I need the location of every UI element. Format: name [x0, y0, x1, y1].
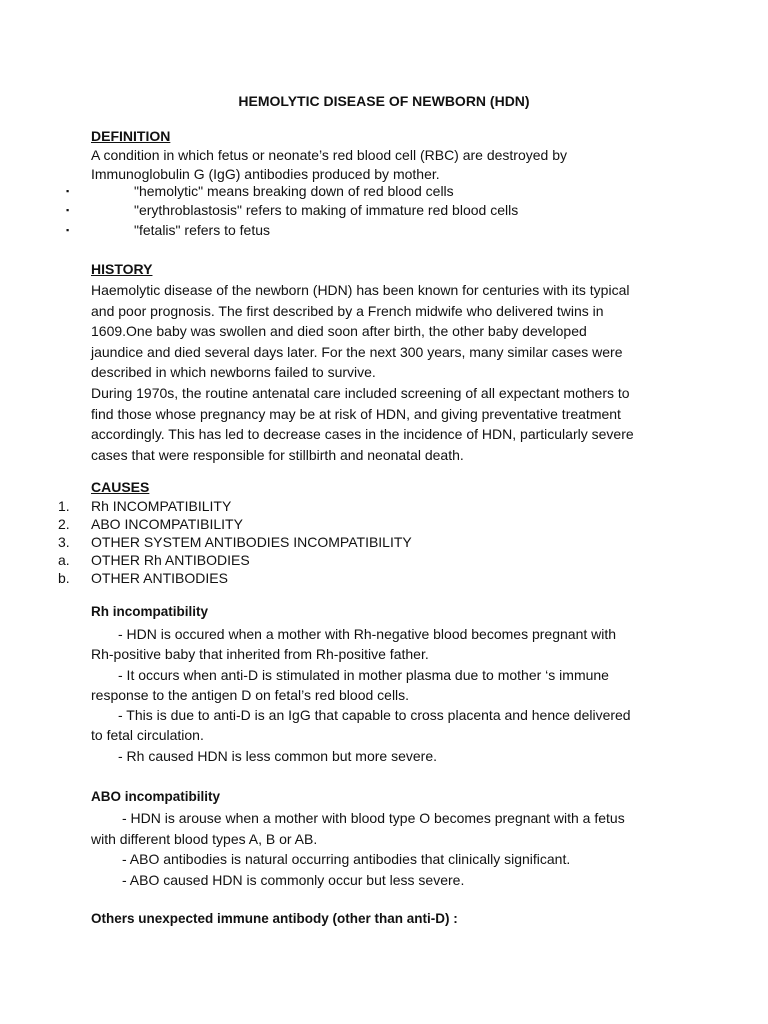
definition-heading: DEFINITION: [91, 128, 171, 144]
history-line: described in which newborns failed to survive.: [91, 364, 376, 381]
rh-text: [91, 624, 681, 766]
rh-line: Rh-positive baby that inherited from Rh-positive father.: [91, 646, 429, 663]
rh-line: response to the antigen D on fetal’s red blood cells.: [91, 686, 410, 703]
list-number: 1.: [58, 498, 70, 514]
rh-line: to fetal circulation.: [91, 727, 204, 744]
history-line: accordingly. This has led to decrease cases in the incidence of HDN, particularly severe: [91, 426, 634, 443]
rh-line: - Rh caused HDN is less common but more severe.: [118, 747, 437, 764]
rh-heading: Rh incompatibility: [91, 604, 209, 619]
list-number: 3.: [58, 533, 70, 550]
abo-line: - ABO antibodies is natural occurring antibodies that clinically significant.: [122, 851, 571, 868]
document-title: HEMOLYTIC DISEASE OF NEWBORN (HDN): [238, 93, 530, 109]
history-line: During 1970s, the routine antenatal care included screening of all expectant mothers to: [91, 384, 630, 401]
abo-text: [91, 808, 681, 890]
bullet-mark: ▪: [66, 224, 70, 235]
history-heading: HISTORY: [91, 261, 153, 277]
abo-line: - ABO caused HDN is commonly occur but less severe.: [122, 871, 465, 888]
definition-line: Immunoglobulin G (IgG) antibodies produced by mother.: [91, 166, 440, 182]
definition-text: [91, 146, 681, 184]
list-number: 2.: [58, 515, 70, 532]
history-line: jaundice and died several days later. For the next 300 years, many similar cases were: [91, 343, 623, 360]
list-text: ABO INCOMPATIBILITY: [91, 515, 243, 532]
list-number: a.: [58, 551, 70, 568]
bullet-text: "fetalis" refers to fetus: [134, 221, 270, 238]
bullet-text: "erythroblastosis" refers to making of immature red blood cells: [134, 202, 519, 219]
history-text: [91, 280, 681, 465]
definition-line: A condition in which fetus or neonate’s red blood cell (RBC) are destroyed by: [91, 147, 568, 163]
history-line: find those whose pregnancy may be at risk of HDN, and giving preventative treatment: [91, 405, 621, 422]
list-text: Rh INCOMPATIBILITY: [91, 498, 232, 514]
history-line: cases that were responsible for stillbirth and neonatal death.: [91, 446, 464, 463]
history-line: 1609.One baby was swollen and died soon after birth, the other baby developed: [91, 323, 587, 340]
abo-heading: ABO incompatibility: [91, 789, 221, 804]
list-text: OTHER SYSTEM ANTIBODIES INCOMPATIBILITY: [91, 533, 412, 550]
bullet-mark: ▪: [66, 205, 70, 216]
history-line: Haemolytic disease of the newborn (HDN) has been known for centuries with its typical: [91, 282, 630, 298]
rh-line: - HDN is occured when a mother with Rh-negative blood becomes pregnant with: [118, 626, 617, 642]
list-text: OTHER ANTIBODIES: [91, 569, 228, 586]
abo-line: - HDN is arouse when a mother with blood type O becomes pregnant with a fetus: [122, 810, 625, 826]
others-heading: Others unexpected immune antibody (other than anti-D) :: [91, 911, 458, 926]
causes-heading: CAUSES: [91, 479, 150, 495]
list-number: b.: [58, 569, 70, 586]
abo-line: with different blood types A, B or AB.: [91, 830, 318, 847]
bullet-mark: ▪: [66, 186, 70, 196]
history-line: and poor prognosis. The first described by a French midwife who delivered twins in: [91, 302, 604, 319]
bullet-text: "hemolytic" means breaking down of red blood cells: [134, 183, 454, 199]
list-text: OTHER Rh ANTIBODIES: [91, 551, 250, 568]
rh-line: - It occurs when anti-D is stimulated in mother plasma due to mother ‘s immune: [118, 666, 609, 683]
rh-line: - This is due to anti-D is an IgG that capable to cross placenta and hence delivered: [118, 707, 631, 724]
